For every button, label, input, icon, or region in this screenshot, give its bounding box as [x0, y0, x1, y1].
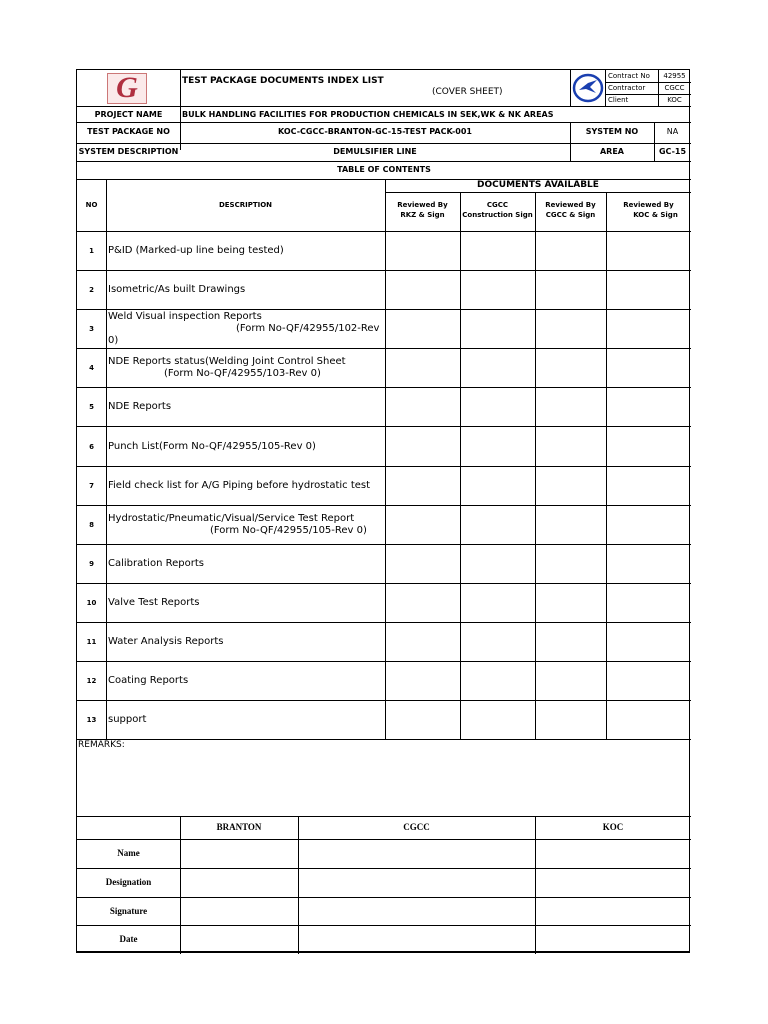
contractor-value: CGCC: [664, 84, 685, 92]
row-description: [108, 309, 384, 348]
logo-letter: G: [116, 71, 138, 104]
company-logo: [107, 73, 147, 104]
signoff-cgcc-header: CGCC: [403, 822, 430, 832]
row-description: [108, 505, 384, 544]
system-no-label: SYSTEM NO: [585, 127, 639, 136]
table-row: [77, 583, 691, 622]
contract-no-label: Contract No: [608, 72, 650, 80]
table-row: [77, 427, 691, 466]
row-number: 9: [89, 559, 94, 568]
row-number: 2: [89, 285, 94, 294]
table-of-contents-title: TABLE OF CONTENTS: [337, 165, 431, 174]
row-number: 1: [89, 246, 94, 255]
row-description: [108, 544, 384, 583]
table-row: [77, 505, 691, 544]
row-description-line3: 0): [108, 334, 119, 346]
row-description: [108, 466, 384, 505]
row-number: 5: [89, 402, 94, 411]
row-description: [108, 387, 384, 426]
row-description: [108, 427, 384, 466]
row-description: [108, 270, 384, 309]
row-description-line1: Field check list for A/G Piping before hydrostatic test: [108, 479, 371, 491]
row-description-line1: NDE Reports: [108, 400, 172, 412]
row-description-line1: Coating Reports: [108, 674, 189, 686]
project-name-value: BULK HANDLING FACILITIES FOR PRODUCTION CHEMICALS IN SEK,WK & NK AREAS: [182, 110, 554, 119]
row-description-line1: Hydrostatic/Pneumatic/Visual/Service Test Report: [108, 512, 355, 524]
signoff-branton-header: BRANTON: [216, 822, 262, 832]
row-description-line1: Valve Test Reports: [108, 596, 200, 608]
test-package-value: KOC-CGCC-BRANTON-GC-15-TEST PACK-001: [278, 127, 472, 136]
row-number: 6: [89, 442, 94, 451]
row-description: [108, 583, 384, 622]
col-no-header: NO: [85, 201, 98, 209]
contractor-label: Contractor: [608, 84, 646, 92]
row-description: [108, 700, 384, 739]
table-row: [77, 700, 691, 739]
row-description-line2: (Form No-QF/42955/103-Rev 0): [164, 367, 321, 379]
row-description: [108, 661, 384, 700]
signoff-date-label: Date: [119, 934, 138, 944]
table-row: [77, 544, 691, 583]
col-description-header: DESCRIPTION: [218, 201, 273, 209]
signoff-koc-header: KOC: [602, 822, 624, 832]
row-description-line1: Punch List(Form No-QF/42955/105-Rev 0): [108, 440, 316, 452]
documents-available-header: DOCUMENTS AVAILABLE: [477, 180, 599, 190]
row-number: 7: [89, 481, 94, 490]
table-row: [77, 622, 691, 661]
project-name-label: PROJECT NAME: [94, 110, 163, 119]
row-description-line2: (Form No-QF/42955/102-Rev: [236, 322, 380, 334]
col-koc-header: Reviewed By KOC & Sign: [623, 201, 678, 219]
table-row: [77, 387, 691, 426]
client-value: KOC: [667, 96, 682, 104]
client-logo-icon: [572, 73, 604, 103]
row-description-line1: Isometric/As built Drawings: [108, 283, 246, 295]
signoff-name-label: Name: [117, 848, 140, 858]
system-description-value: DEMULSIFIER LINE: [333, 147, 417, 156]
table-row: [77, 309, 691, 348]
test-package-label: TEST PACKAGE NO: [87, 127, 170, 136]
row-description-line2: (Form No-QF/42955/105-Rev 0): [210, 524, 367, 536]
row-number: 12: [86, 676, 97, 685]
signoff-signature-label: Signature: [109, 906, 148, 916]
row-description-line1: Weld Visual inspection Reports: [108, 310, 262, 322]
row-number: 11: [86, 637, 97, 646]
col-cgcc-review-header: Reviewed By CGCC & Sign: [545, 201, 596, 219]
col-cgcc-header: CGCC Construction Sign: [462, 201, 533, 219]
col-rkz-header: Reviewed By RKZ & Sign: [397, 201, 448, 219]
row-description: [108, 622, 384, 661]
row-description-line1: support: [108, 713, 147, 725]
row-description-line1: Calibration Reports: [108, 557, 204, 569]
table-row: [77, 348, 691, 387]
table-row: [77, 466, 691, 505]
row-description: [108, 348, 384, 387]
table-row: [77, 231, 691, 270]
cover-sheet-label: (COVER SHEET): [432, 87, 503, 97]
system-description-label: SYSTEM DESCRIPTION: [78, 147, 179, 156]
row-number: 13: [86, 715, 97, 724]
document-sheet: [76, 69, 690, 953]
row-number: 10: [86, 598, 97, 607]
contract-no-value: 42955: [663, 72, 686, 80]
row-description-line1: P&ID (Marked-up line being tested): [108, 244, 284, 256]
table-row: [77, 270, 691, 309]
row-description: [108, 231, 384, 270]
area-value: GC-15: [658, 147, 687, 156]
row-number: 8: [89, 520, 94, 529]
row-number: 4: [89, 363, 94, 372]
document-title: TEST PACKAGE DOCUMENTS INDEX LIST: [182, 76, 384, 86]
remarks-label: REMARKS:: [78, 740, 125, 750]
row-description-line1: NDE Reports status(Welding Joint Control Sheet: [108, 355, 346, 367]
client-label: Client: [608, 96, 629, 104]
area-label: AREA: [599, 147, 624, 156]
system-no-value: NA: [666, 127, 679, 136]
row-number: 3: [89, 324, 94, 333]
table-row: [77, 661, 691, 700]
row-description-line1: Water Analysis Reports: [108, 635, 224, 647]
signoff-designation-label: Designation: [105, 877, 152, 887]
